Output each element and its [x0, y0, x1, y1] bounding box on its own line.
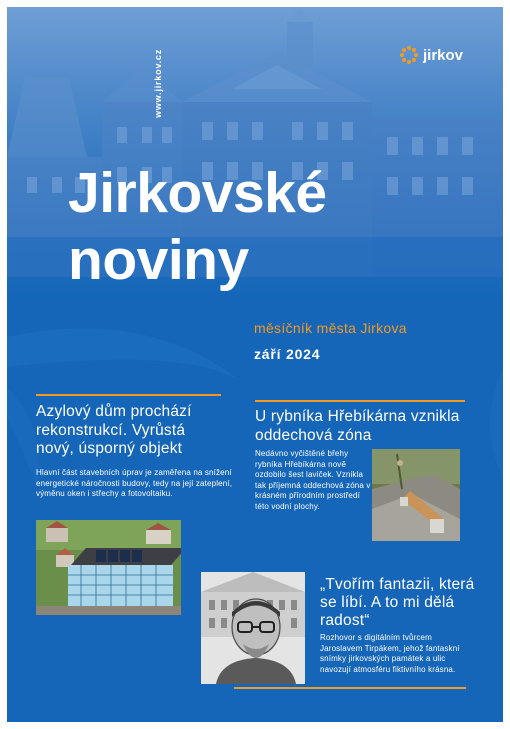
article-3-headline[interactable]: „Tvořím fantazii, která se líbí. A to mi dělá radost“: [320, 576, 475, 629]
masthead-title-line2: noviny: [68, 228, 249, 292]
city-logo: [399, 45, 463, 65]
divider-article-2: [255, 400, 465, 402]
article-3-body: Rozhovor s digitálním tvůrcem Jaroslavem Tirpákem, jehož fantaskní snímky jirkovských památek a ulic navozují atmosféru fiktivního krásna.: [320, 633, 460, 674]
article-2-photo-bench: [372, 449, 460, 541]
masthead-subtitle: měsíčník města Jirkova: [254, 320, 407, 336]
newspaper-cover: [7, 7, 503, 722]
article-2-headline[interactable]: U rybníka Hřebíkárna vznikla oddechová zóna: [255, 408, 460, 444]
article-3-photo-portrait: [201, 572, 305, 684]
logo-text: jirkov: [423, 46, 464, 64]
website-url[interactable]: www.jirkov.cz: [153, 49, 163, 118]
article-1-photo-shelter: [36, 520, 181, 615]
article-2-body: Nedávno vyčištěné břehy rybníka Hřebíkárna nově ozdobilo šest laviček. Vznikla tak příjemná oddechová zóna v krásném přírodním prostředí této vodní plochy.: [255, 449, 371, 511]
article-1-body: Hlavní část stavebních úprav je zaměřena na snížení energetické náročnosti budovy, tedy na její zateplení, výměnu oken i střechy a fotovoltaiku.: [36, 468, 233, 498]
masthead-title-line1: Jirkovské: [68, 161, 327, 225]
divider-article-1: [36, 394, 221, 396]
issue-date: září 2024: [254, 346, 321, 362]
sun-icon: [399, 45, 419, 65]
article-1-headline[interactable]: Azylový dům prochází rekonstrukcí. Vyrůstá nový, úsporný objekt: [36, 403, 192, 457]
bottom-divider: [234, 687, 466, 689]
